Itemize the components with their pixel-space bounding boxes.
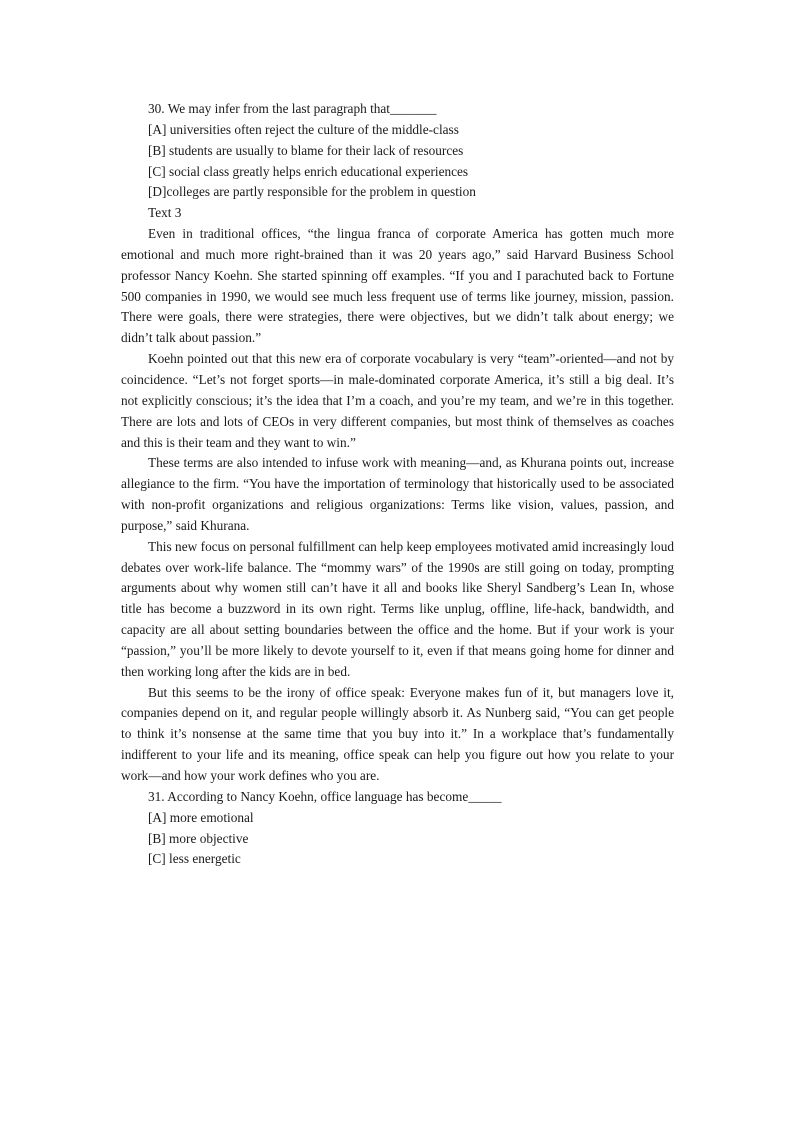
text-3-paragraph-5: But this seems to be the irony of office speak: Everyone makes fun of it, but managers love it, companies depend on it, and regular people willingly absorb it. As Nunberg said, “You can get people to think it’s nonsense at the same time that you buy into it.” In a workplace that’s fundamentally indifferent to your life and its meaning, office speak can help you figure out how you relate to your work—and how your work defines who you are.	[121, 684, 674, 783]
question-31-stem: 31. According to Nancy Koehn, office language has become_____	[148, 788, 502, 804]
question-30-option-b: [B] students are usually to blame for their lack of resources	[148, 142, 464, 158]
text-3-title: Text 3	[148, 205, 182, 221]
question-30-stem: 30. We may infer from the last paragraph that_______	[148, 101, 437, 116]
text-3-paragraph-4: This new focus on personal fulfillment can help keep employees motivated amid increasingly loud debates over work-life balance. The “mommy wars” of the 1990s are still going on today, prompting arguments about why women still can’t have it all and books like Sheryl Sandberg’s Lean In, whose title has become a buzzword in its own right. Terms like unplug, offline, life-hack, bandwidth, and capacity are all about setting boundaries between the office and the home. But if your work is your “passion,” you’ll be more likely to devote yourself to it, even if that means going home for dinner and then working long after the kids are in bed.	[121, 538, 674, 679]
question-31-option-c: [C] less energetic	[148, 851, 241, 867]
question-30-option-c: [C] social class greatly helps enrich educational experiences	[148, 163, 469, 179]
text-3-paragraph-1: Even in traditional offices, “the lingua franca of corporate America has gotten much more emotional and much more right-brained than it was 20 years ago,” said Harvard Business School professor Nancy Koehn. She started spinning off examples. “If you and I parachuted back to Fortune 500 companies in 1990, we would see much less frequent use of terms like journey, mission, passion. There were goals, there were strategies, there were objectives, but we didn’t talk about energy; we didn’t talk about passion.”	[121, 226, 674, 346]
question-30-option-a: [A] universities often reject the culture of the middle-class	[148, 121, 459, 137]
document-page	[121, 99, 674, 870]
text-3-paragraph-2: Koehn pointed out that this new era of corporate vocabulary is very “team”-oriented—and not by coincidence. “Let’s not forget sports—in male-dominated corporate America, it’s still a big deal. It’s not explicitly conscious; it’s the idea that I’m a coach, and you’re my team, and we’re in this together. There are lots and lots of CEOs in very different companies, but most think of themselves as coaches and this is their team and they want to win.”	[121, 351, 674, 450]
question-30-option-d: [D]colleges are partly responsible for the problem in question	[148, 184, 476, 200]
question-31-option-a: [A] more emotional	[148, 809, 254, 825]
question-31-option-b: [B] more objective	[148, 830, 249, 846]
text-3-paragraph-3: These terms are also intended to infuse work with meaning—and, as Khurana points out, increase allegiance to the firm. “You have the importation of terminology that historically used to be associated with non-profit organizations and religious organizations: Terms like vision, values, passion, and purpose,” said Khurana.	[121, 455, 674, 533]
